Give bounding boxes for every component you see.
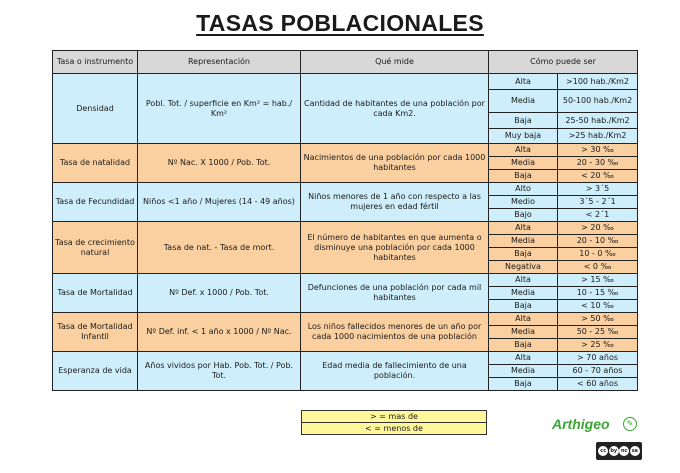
level-value: > 30 ‰ xyxy=(558,144,638,157)
compass-icon: ✎ xyxy=(623,417,637,431)
level-label: Media xyxy=(489,326,558,339)
level-value: < 10 ‰ xyxy=(558,300,638,313)
table-row xyxy=(53,74,638,90)
cc-by-icon: by xyxy=(610,448,618,454)
level-value: 20 - 10 ‰ xyxy=(558,235,638,248)
rate-name: Tasa de Mortalidad xyxy=(53,274,138,313)
legend-greater: > = mas de xyxy=(302,411,487,423)
rate-measures: Defunciones de una población por cada mil habitantes xyxy=(301,274,489,313)
level-value: 10 - 15 ‰ xyxy=(558,287,638,300)
rate-name: Tasa de crecimiento natural xyxy=(53,222,138,274)
level-value: >25 hab./Km2 xyxy=(558,129,638,144)
level-label: Baja xyxy=(489,113,558,129)
level-value: < 2´1 xyxy=(558,209,638,222)
level-label: Negativa xyxy=(489,261,558,274)
level-label: Alta xyxy=(489,74,558,90)
legend-box xyxy=(301,410,487,435)
level-label: Alta xyxy=(489,352,558,365)
header-que-mide: Qué mide xyxy=(301,51,489,74)
page-title xyxy=(0,10,680,37)
rate-formula: Niños <1 año / Mujeres (14 - 49 años) xyxy=(138,183,301,222)
table-header-row xyxy=(53,51,638,74)
rates-table xyxy=(52,50,638,391)
level-value: > 25 ‰ xyxy=(558,339,638,352)
level-label: Media xyxy=(489,365,558,378)
rate-name: Esperanza de vida xyxy=(53,352,138,391)
level-label: Media xyxy=(489,287,558,300)
rate-measures: Cantidad de habitantes de una población por cada Km2. xyxy=(301,74,489,144)
legend-less: < = menos de xyxy=(302,423,487,435)
rate-name: Tasa de natalidad xyxy=(53,144,138,183)
level-value: < 20 ‰ xyxy=(558,170,638,183)
level-value: > 20 ‰ xyxy=(558,222,638,235)
table-row xyxy=(53,313,638,326)
level-value: 50 - 25 ‰ xyxy=(558,326,638,339)
cc-nc-icon: nc xyxy=(620,448,628,454)
table-row xyxy=(53,183,638,196)
rate-formula: Nº Def. x 1000 / Pob. Tot. xyxy=(138,274,301,313)
level-value: > 70 años xyxy=(558,352,638,365)
header-instrumento: Tasa o instrumento xyxy=(53,51,138,74)
rate-formula: Pobl. Tot. / superficie en Km² = hab./ Km² xyxy=(138,74,301,144)
level-value: 20 - 30 ‰ xyxy=(558,157,638,170)
level-label: Baja xyxy=(489,378,558,391)
level-value: < 0 ‰ xyxy=(558,261,638,274)
level-value: 3´5 - 2´1 xyxy=(558,196,638,209)
rate-formula: Nº Nac. X 1000 / Pob. Tot. xyxy=(138,144,301,183)
header-como-puede-ser: Cómo puede ser xyxy=(489,51,638,74)
cc-icon: cc xyxy=(598,446,608,456)
rate-measures: Edad media de fallecimiento de una población. xyxy=(301,352,489,391)
level-label: Alto xyxy=(489,183,558,196)
level-label: Alta xyxy=(489,313,558,326)
level-label: Baja xyxy=(489,300,558,313)
rate-name: Tasa de Mortalidad Infantil xyxy=(53,313,138,352)
creative-commons-badge xyxy=(596,442,642,460)
level-value: > 15 ‰ xyxy=(558,274,638,287)
rate-formula: Años vividos por Hab. Pob. Tot. / Pob. Tot. xyxy=(138,352,301,391)
level-label: Bajo xyxy=(489,209,558,222)
level-value: >100 hab./Km2 xyxy=(558,74,638,90)
rate-name: Tasa de Fecundidad xyxy=(53,183,138,222)
table-row xyxy=(53,274,638,287)
level-value: 25-50 hab./Km2 xyxy=(558,113,638,129)
rate-formula: Nº Def. inf. < 1 año x 1000 / Nº Nac. xyxy=(138,313,301,352)
rate-formula: Tasa de nat. - Tasa de mort. xyxy=(138,222,301,274)
rate-measures: Los niños fallecidos menores de un año por cada 1000 nacimientos de una población xyxy=(301,313,489,352)
level-label: Alta xyxy=(489,144,558,157)
level-label: Baja xyxy=(489,339,558,352)
level-label: Media xyxy=(489,235,558,248)
level-value: > 3´5 xyxy=(558,183,638,196)
level-label: Baja xyxy=(489,248,558,261)
level-value: 10 - 0 ‰ xyxy=(558,248,638,261)
level-label: Media xyxy=(489,157,558,170)
header-representacion: Representación xyxy=(138,51,301,74)
rate-measures: Niños menores de 1 año con respecto a las mujeres en edad fértil xyxy=(301,183,489,222)
level-label: Muy baja xyxy=(489,129,558,144)
page-title-text: TASAS POBLACIONALES xyxy=(196,10,484,36)
rate-name: Densidad xyxy=(53,74,138,144)
table-row xyxy=(53,222,638,235)
level-label: Media xyxy=(489,90,558,113)
level-label: Alta xyxy=(489,222,558,235)
level-label: Baja xyxy=(489,170,558,183)
level-value: < 60 años xyxy=(558,378,638,391)
level-value: 60 - 70 años xyxy=(558,365,638,378)
cc-sa-icon: sa xyxy=(631,448,638,454)
level-label: Alta xyxy=(489,274,558,287)
rate-measures: El número de habitantes en que aumenta o disminuye una población por cada 1000 habitantes xyxy=(301,222,489,274)
table-row xyxy=(53,352,638,365)
level-label: Medio xyxy=(489,196,558,209)
level-value: > 50 ‰ xyxy=(558,313,638,326)
level-value: 50-100 hab./Km2 xyxy=(558,90,638,113)
table-body xyxy=(53,74,638,391)
table-row xyxy=(53,144,638,157)
brand-logo: Arthigeo xyxy=(552,416,610,432)
rate-measures: Nacimientos de una población por cada 1000 habitantes xyxy=(301,144,489,183)
